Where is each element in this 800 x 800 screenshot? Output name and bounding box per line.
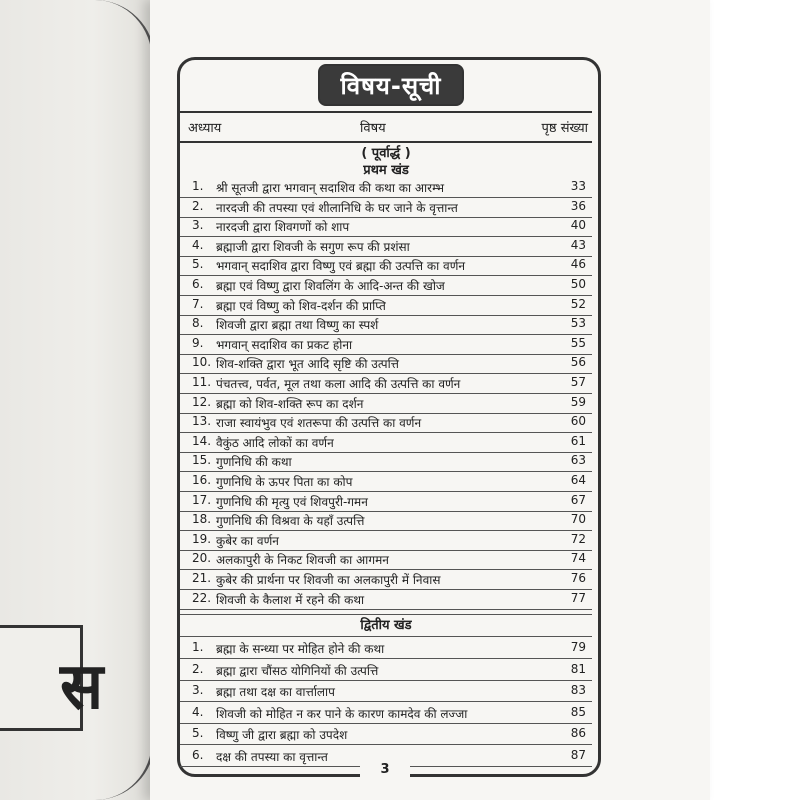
toc-row-title: राजा स्वायंभुव एवं शतरूपा की उत्पत्ति का वर्णन: [216, 416, 422, 431]
toc-row-title: कुबेर का वर्णन: [216, 533, 279, 548]
toc-row-page: 57: [570, 375, 586, 389]
toc-row-page: 53: [570, 316, 586, 331]
toc-row-page: 36: [570, 198, 586, 213]
toc-row-title: ब्रह्माजी द्वारा शिवजी के सगुण रूप की प्रशंसा: [216, 239, 410, 254]
toc-row-page: 56: [570, 355, 586, 370]
toc-row-number: 4.: [192, 237, 204, 252]
toc-row-number: 21.: [192, 571, 212, 585]
toc-row: [180, 723, 592, 745]
toc-row-title: वैकुंठ आदि लोकों का वर्णन: [216, 435, 334, 450]
toc-row-page: 70: [570, 512, 586, 527]
toc-row-number: 3.: [192, 218, 204, 233]
toc-row-page: 72: [570, 531, 586, 546]
toc-row-number: 6.: [192, 277, 204, 291]
toc-row-title: ब्रह्मा तथा दक्ष का वार्त्तालाप: [216, 685, 335, 699]
header-row: [180, 111, 592, 143]
toc-row-page: 87: [570, 747, 586, 762]
toc-row-page: 67: [570, 492, 586, 507]
toc-row-number: 17.: [192, 492, 212, 507]
toc-row-title: ब्रह्मा द्वारा चौंसठ योगिनियों की उत्पत्ति: [216, 663, 379, 678]
toc-row: [180, 680, 592, 702]
toc-row-number: 6.: [192, 747, 204, 762]
toc-row-title: दक्ष की तपस्या का वृत्तान्त: [216, 749, 328, 764]
left-page: [0, 0, 160, 800]
toc-row-page: 59: [570, 394, 586, 409]
toc-row-page: 81: [570, 661, 586, 676]
left-page-glyph: स: [60, 649, 104, 724]
toc-row-title: गुणनिधि की मृत्यु एवं शिवपुरी-गमन: [216, 494, 368, 509]
toc-row-number: 20.: [192, 551, 212, 566]
toc-row-title: गुणनिधि की कथा: [216, 455, 292, 470]
toc-row-number: 1.: [192, 179, 204, 193]
toc-row-title: भगवान् सदाशिव का प्रकट होना: [216, 337, 353, 352]
toc-row-page: 79: [570, 640, 586, 654]
toc-row-number: 18.: [192, 512, 212, 527]
toc-row-page: 86: [570, 726, 586, 740]
toc-row-title: नारदजी द्वारा शिवगणों को शाप: [216, 220, 350, 235]
toc-row-page: 43: [570, 237, 586, 252]
section-title-1: प्रथम खंड: [363, 163, 409, 178]
toc-row-page: 61: [570, 433, 586, 448]
toc-row-title: ब्रह्मा को शिव-शक्ति रूप का दर्शन: [216, 396, 364, 411]
background-right: [705, 0, 800, 800]
toc-row-title: शिवजी द्वारा ब्रह्मा तथा विष्णु का स्पर्श: [216, 318, 379, 333]
toc-row-title: ब्रह्मा के सन्ध्या पर मोहित होने की कथा: [216, 642, 385, 656]
toc-row-number: 8.: [192, 316, 204, 331]
toc-row-page: 55: [570, 335, 586, 350]
toc-row-number: 4.: [192, 704, 204, 719]
section-title-2: द्वितीय खंड: [180, 614, 592, 637]
toc-row-title: श्री सूतजी द्वारा भगवान् सदाशिव की कथा का आरम्भ: [216, 181, 445, 195]
toc-row-title: गुणनिधि के ऊपर पिता का कोप: [216, 475, 353, 489]
toc-row-number: 1.: [192, 640, 204, 654]
toc-row-number: 9.: [192, 335, 204, 350]
toc-row-number: 16.: [192, 473, 212, 487]
toc-row-page: 63: [570, 453, 586, 468]
toc-row-page: 74: [570, 551, 586, 566]
toc-row-title: ब्रह्मा एवं विष्णु द्वारा शिवलिंग के आदि-अन्त की खोज: [216, 279, 445, 293]
toc-row-title: शिव-शक्ति द्वारा भूत आदि सृष्टि की उत्पत्ति: [216, 357, 399, 372]
toc-row-title: विष्णु जी द्वारा ब्रह्मा को उपदेश: [216, 728, 348, 742]
page-number: 3: [360, 762, 410, 784]
toc-row-page: 85: [570, 704, 586, 719]
toc-row-number: 11.: [192, 375, 212, 389]
toc-row-page: 83: [570, 683, 586, 697]
toc-row-page: 60: [570, 414, 586, 429]
toc-row-number: 5.: [192, 257, 204, 272]
toc-row-title: गुणनिधि की विश्रवा के यहाँ उत्पत्ति: [216, 514, 365, 529]
toc-row-page: 46: [570, 257, 586, 272]
toc-row-title: पंचतत्त्व, पर्वत, मूल तथा कला आदि की उत्पत्ति का वर्णन: [216, 377, 461, 391]
toc-row-title: नारदजी की तपस्या एवं शीलानिधि के घर जाने के वृत्तान्त: [216, 200, 458, 215]
title-box: [318, 64, 464, 106]
toc-row-title: ब्रह्मा एवं विष्णु को शिव-दर्शन की प्राप्ति: [216, 298, 386, 313]
toc-row-title: कुबेर की प्रार्थना पर शिवजी का अलकापुरी में निवास: [216, 573, 441, 587]
header-page: पृष्ठ संख्या: [541, 121, 588, 136]
toc-row-title: शिवजी को मोहित न कर पाने के कारण कामदेव की लज्जा: [216, 706, 468, 721]
toc-row: [180, 659, 592, 681]
toc-row-page: 77: [570, 590, 586, 605]
toc-row-number: 12.: [192, 394, 212, 409]
toc-row-number: 2.: [192, 661, 204, 676]
toc-row-number: 5.: [192, 726, 204, 740]
toc-row-title: अलकापुरी के निकट शिवजी का आगमन: [216, 553, 389, 568]
toc-row-title: भगवान् सदाशिव द्वारा विष्णु एवं ब्रह्मा की उत्पत्ति का वर्णन: [216, 259, 466, 274]
toc-row-number: 3.: [192, 683, 204, 697]
toc-row-page: 33: [570, 179, 586, 193]
toc-row-number: 15.: [192, 453, 212, 468]
toc-row: [180, 702, 592, 724]
page-title: विषय-सूची: [340, 71, 442, 100]
toc-row-number: 7.: [192, 296, 204, 311]
toc-row: [180, 637, 592, 659]
header-subject: विषय: [360, 121, 386, 136]
toc-row-page: 40: [570, 218, 586, 233]
toc-row-number: 10.: [192, 355, 212, 370]
toc-row-page: 76: [570, 571, 586, 585]
toc-row-page: 64: [570, 473, 586, 487]
part-label: ( पूर्वार्द्ध ): [361, 146, 411, 161]
toc-row-number: 13.: [192, 414, 212, 429]
toc-row-number: 14.: [192, 433, 212, 448]
toc-row: [180, 588, 592, 610]
toc-row-title: शिवजी के कैलाश में रहने की कथा: [216, 592, 365, 607]
header-chapter: अध्याय: [188, 121, 222, 136]
toc-row-page: 50: [570, 277, 586, 291]
toc-row-number: 22.: [192, 590, 212, 605]
toc-row-number: 2.: [192, 198, 204, 213]
toc-row-page: 52: [570, 296, 586, 311]
toc-row-number: 19.: [192, 531, 212, 546]
